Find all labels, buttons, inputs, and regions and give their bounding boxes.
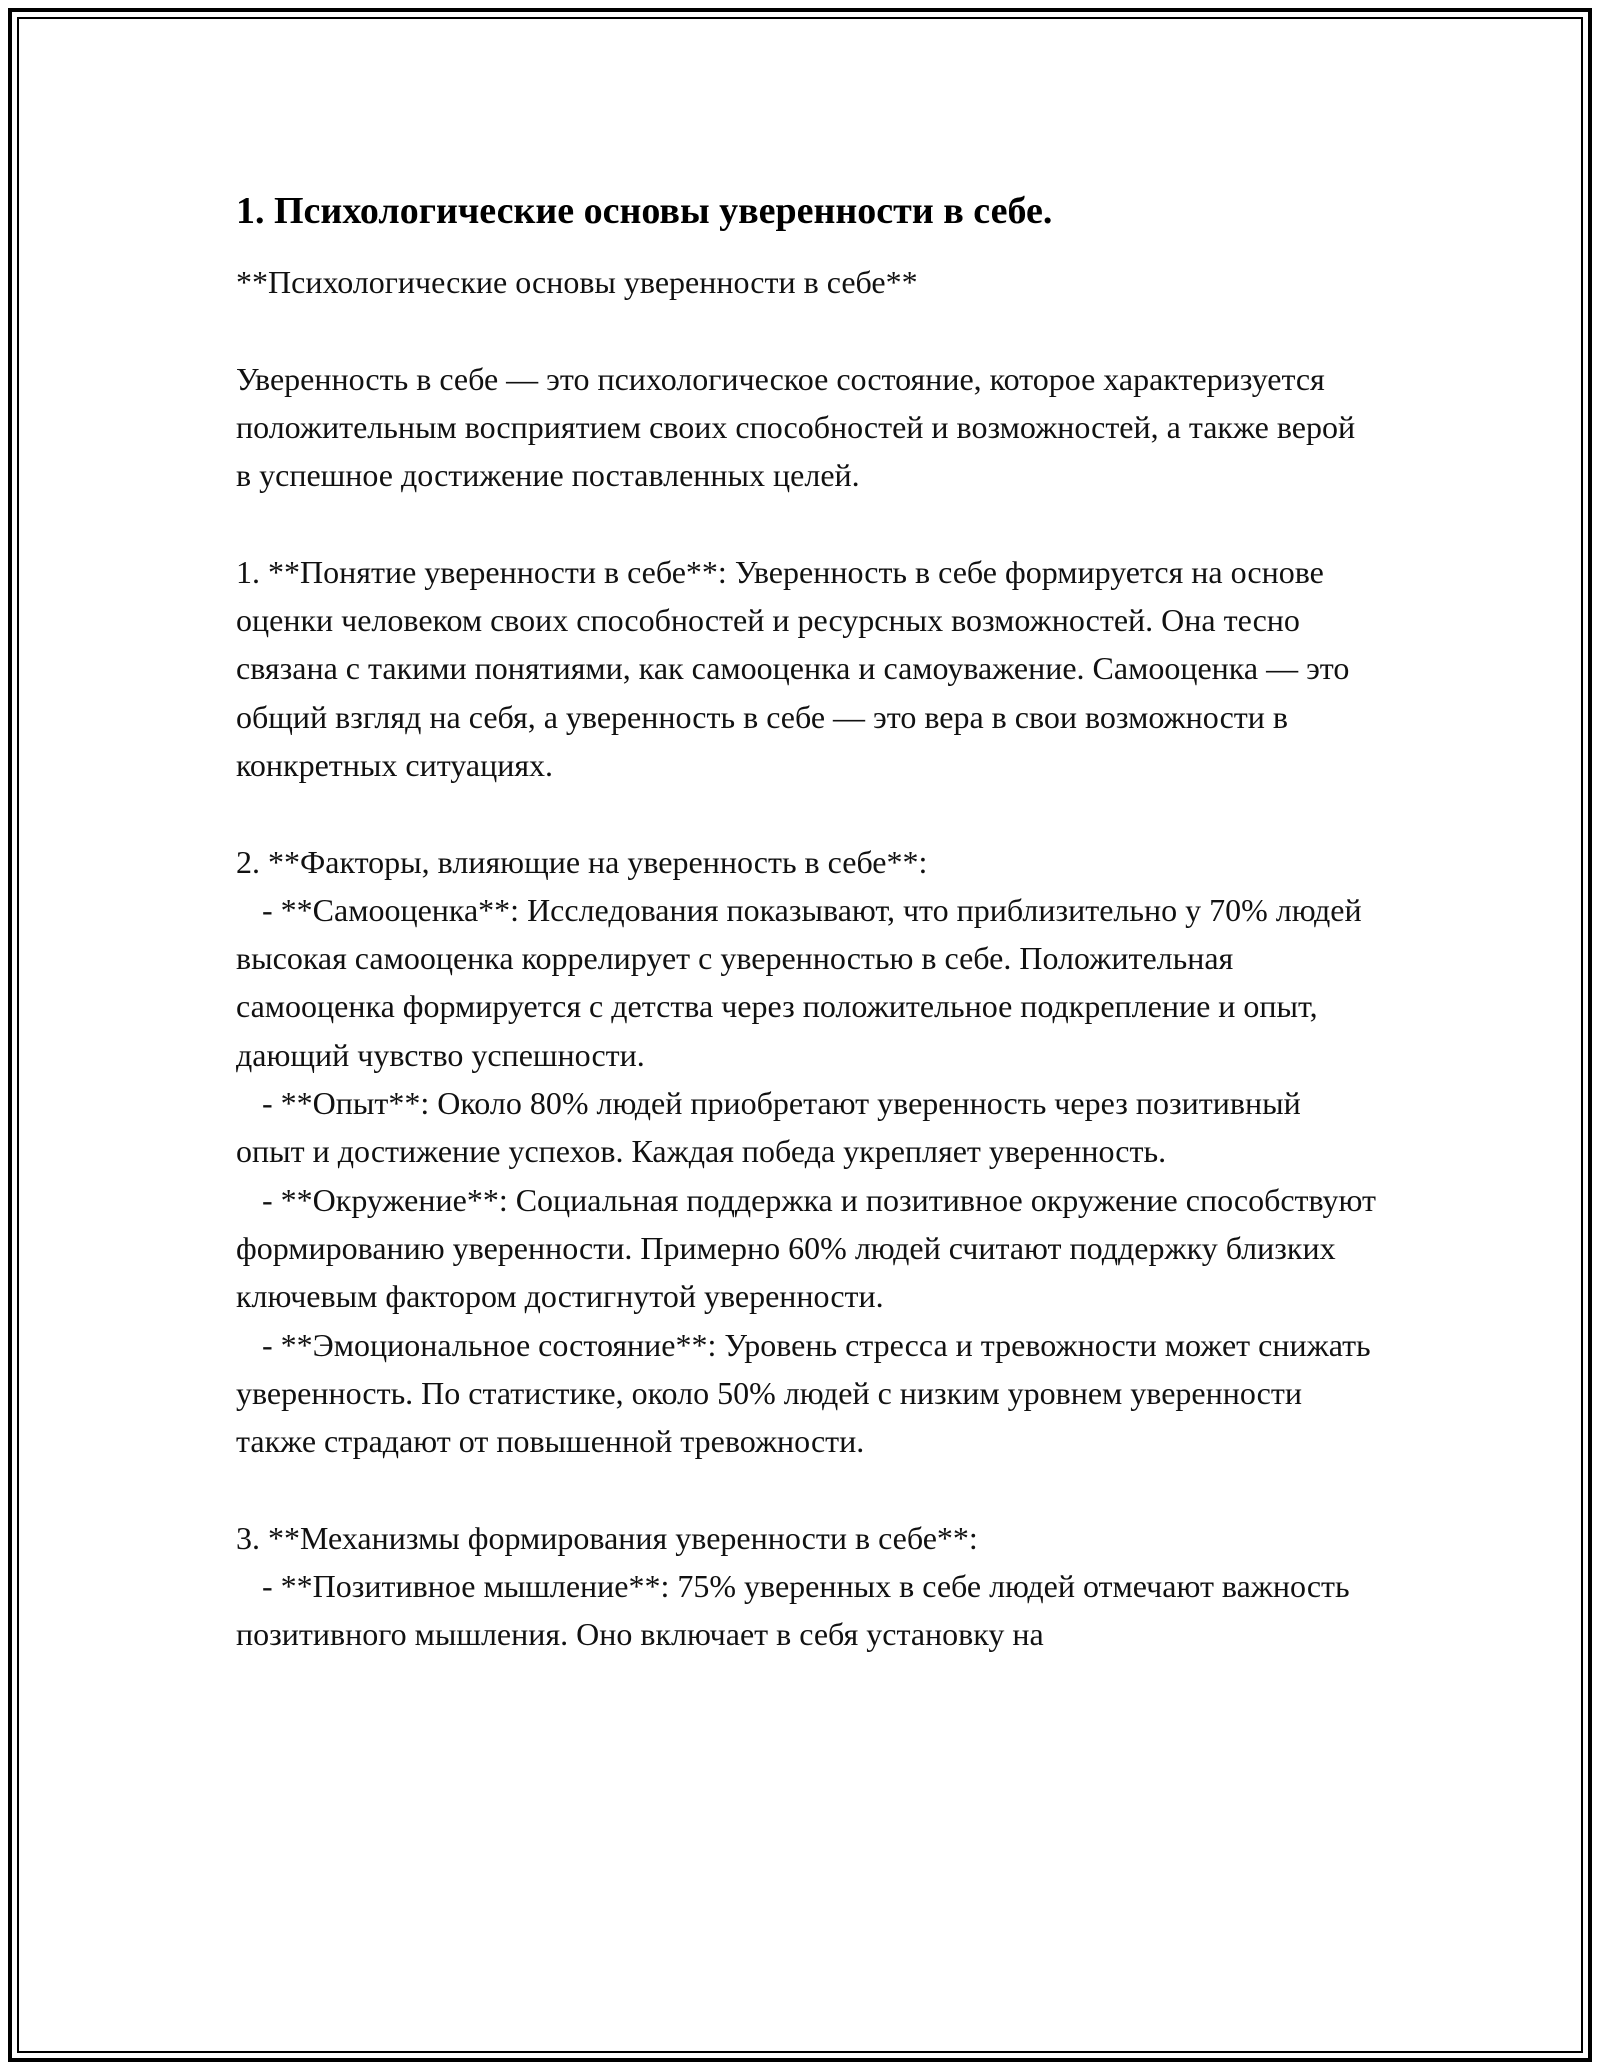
- list-item-text: - **Самооценка**: Исследования показывают, что приблизительно у 70% людей высокая самооценка коррелирует с уверенностью в себе. Положительная самооценка формируется с детства через положительное подкрепление и опыт, дающий чувство успешности.: [236, 891, 1370, 1073]
- paragraph-gap: [236, 306, 1376, 354]
- list-item-text: - **Окружение**: Социальная поддержка и позитивное окружение способствуют формированию уверенности. Примерно 60% людей считают поддержку близких ключевым фактором достигнутой уверенности.: [236, 1181, 1385, 1315]
- section-1-paragraph: 1. **Понятие уверенности в себе**: Уверенность в себе формируется на основе оценки человеком своих способностей и ресурсных возможностей. Она тесно связана с такими понятиями, как самооценка и самоуважение. Самооценка — это общий взгляд на себя, а уверенность в себе — это вера в свои возможности в конкретных ситуациях.: [236, 553, 1358, 783]
- list-item: [236, 1562, 1376, 1659]
- document-subtitle: **Психологические основы уверенности в себе**: [236, 264, 918, 300]
- document-heading: 1. Психологические основы уверенности в себе.: [236, 190, 1053, 232]
- list-item: [236, 1176, 1385, 1321]
- list-item: [236, 1079, 1376, 1176]
- section-3-title: 3. **Механизмы формирования уверенности в себе**:: [236, 1519, 978, 1556]
- paragraph-gap: [236, 1465, 1376, 1513]
- paragraph-gap: [236, 499, 1376, 547]
- list-item: [236, 886, 1376, 1079]
- intro-paragraph: Уверенность в себе — это психологическое состояние, которое характеризуется положительным восприятием своих способностей и возможностей, а также верой в успешное достижение поставленных целей.: [236, 360, 1364, 494]
- list-item-text: - **Позитивное мышление**: 75% уверенных в себе людей отмечают важность позитивного мышления. Оно включает в себя установку на: [236, 1568, 1358, 1653]
- section-3: [236, 1514, 1376, 1659]
- section-2: [236, 838, 1385, 1466]
- list-item-text: - **Эмоциональное состояние**: Уровень стресса и тревожности может снижать уверенность. По статистике, около 50% людей с низким уровнем уверенности также страдают от повышенной тревожности.: [236, 1326, 1379, 1460]
- paragraph-gap: [236, 789, 1376, 837]
- list-item-text: - **Опыт**: Около 80% людей приобретают уверенность через позитивный опыт и достижение успехов. Каждая победа укрепляет уверенность.: [236, 1085, 1309, 1170]
- list-item: [236, 1321, 1379, 1466]
- document-body: [236, 186, 1385, 1659]
- section-2-title: 2. **Факторы, влияющие на уверенность в себе**:: [236, 843, 928, 880]
